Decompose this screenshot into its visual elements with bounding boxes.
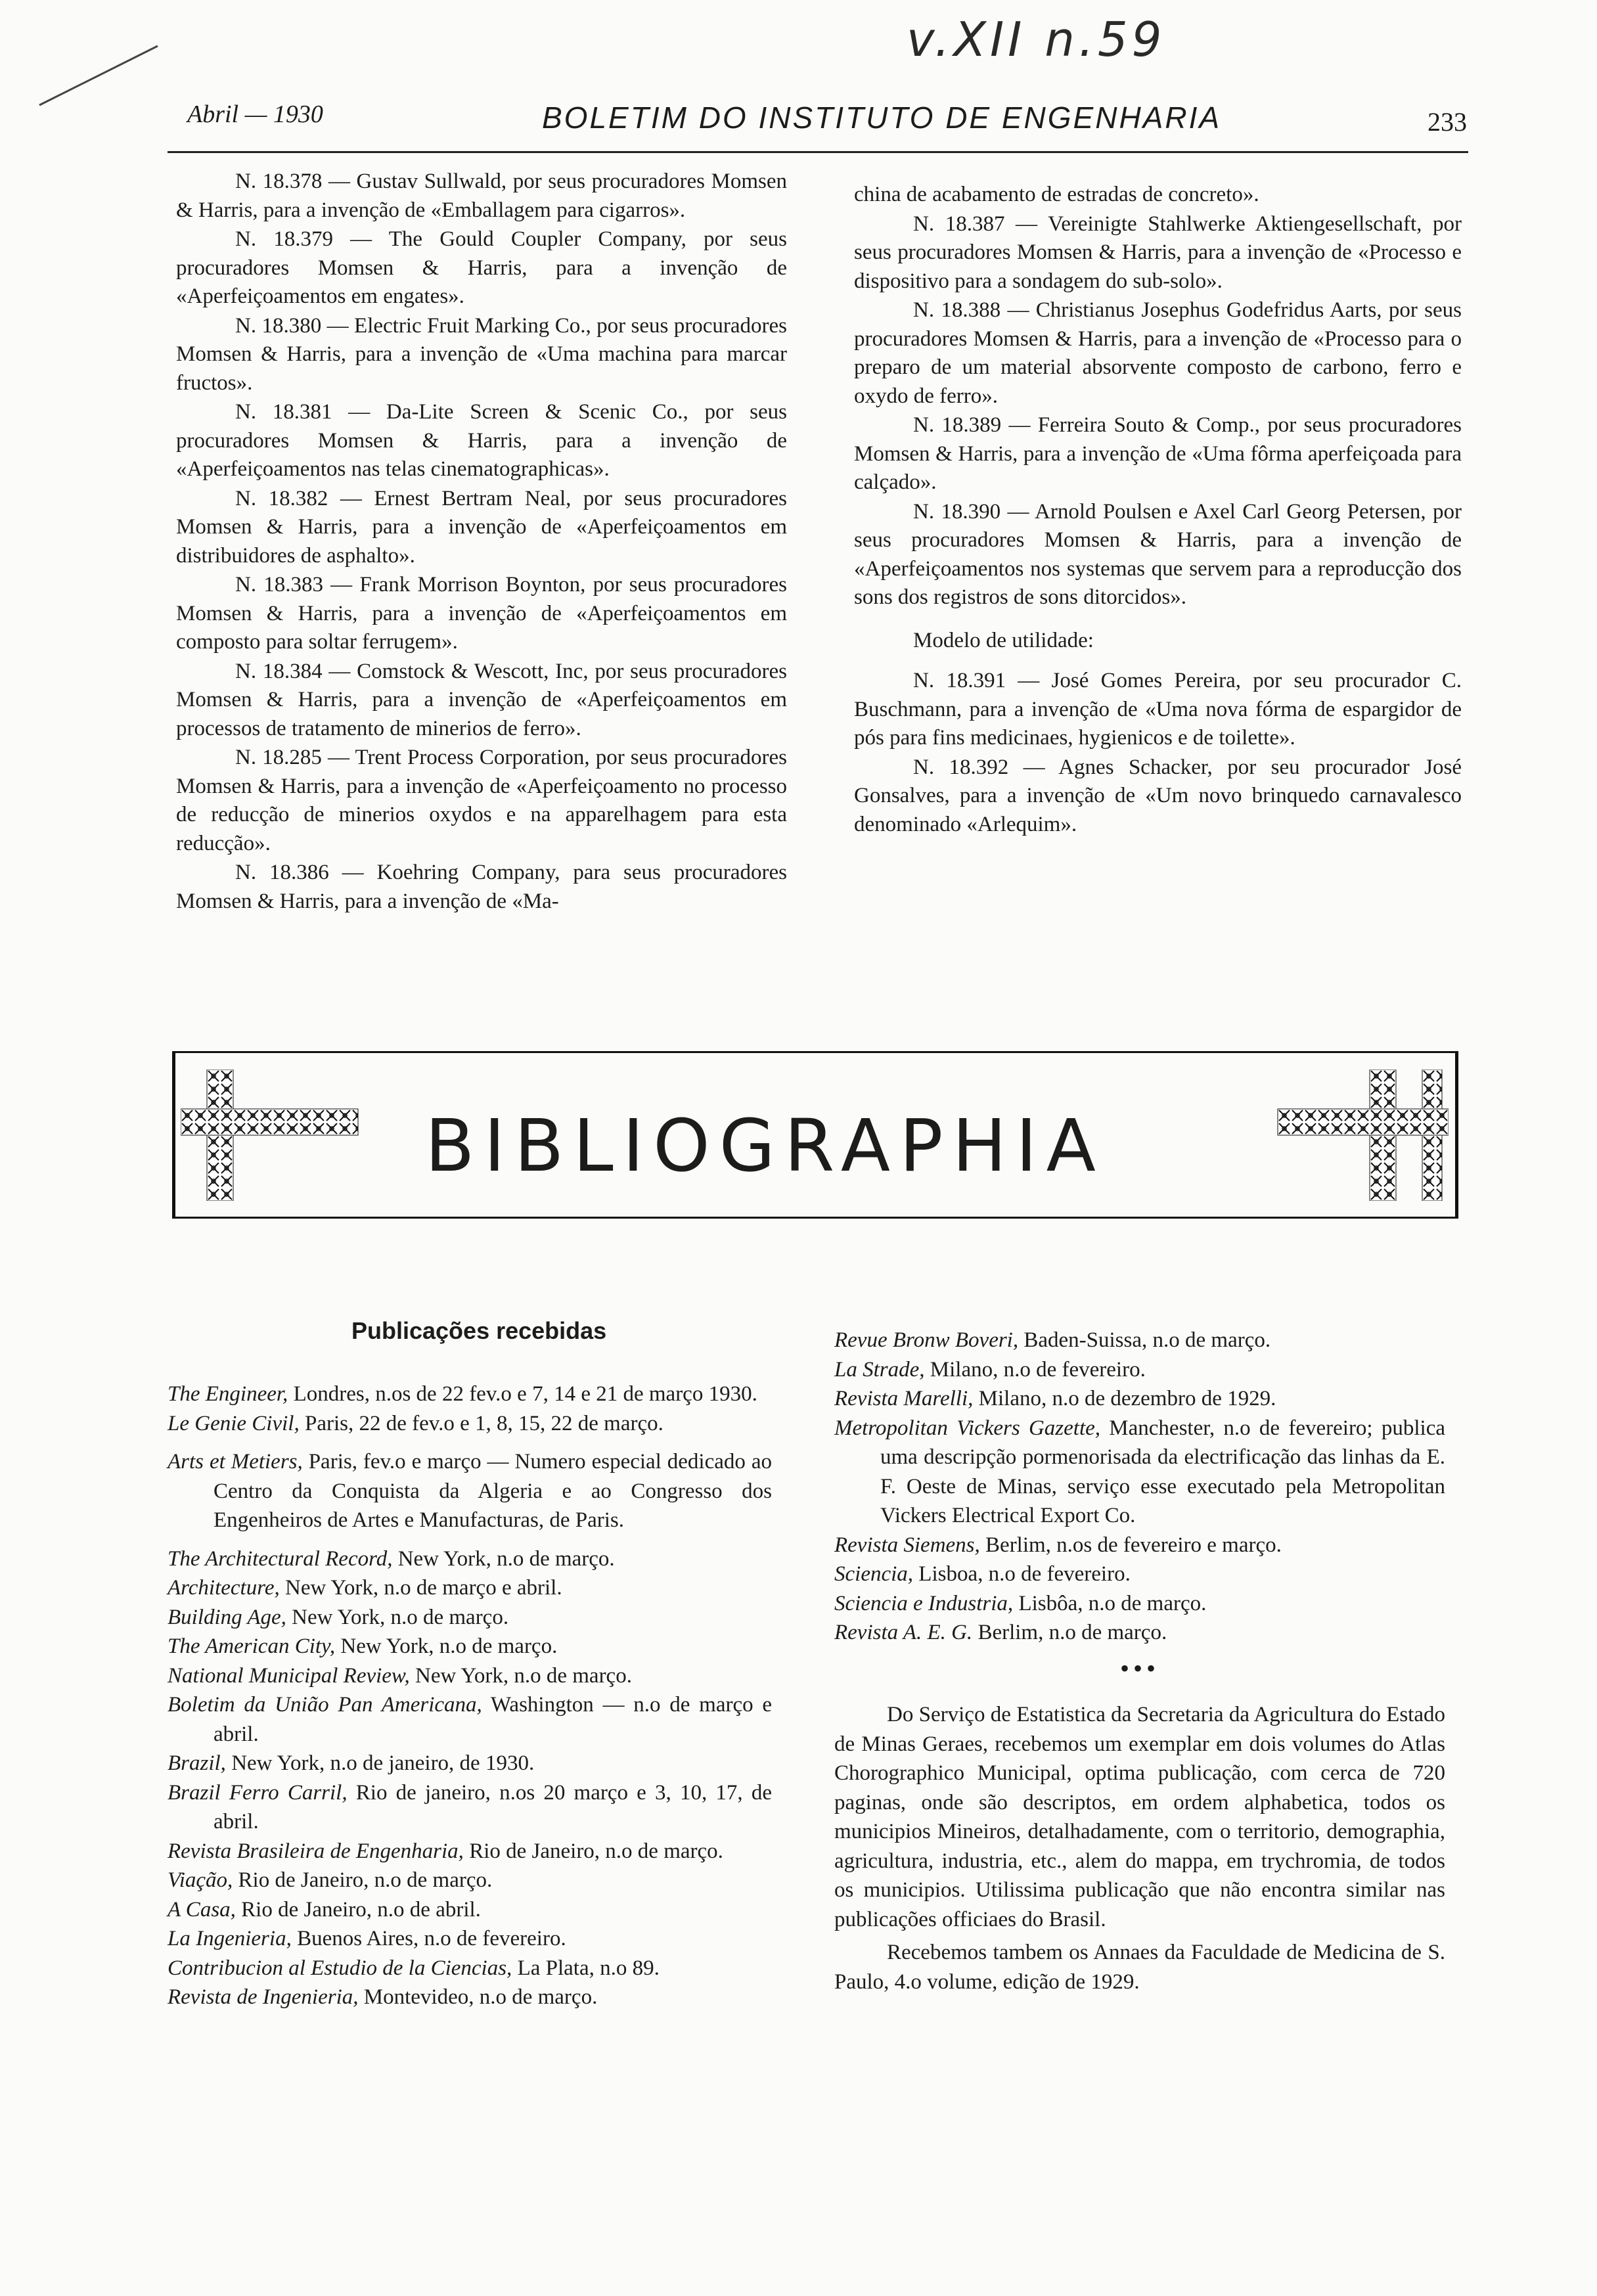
patent-entry: N. 18.390 — Arnold Poulsen e Axel Carl Georg Petersen, por seus procuradores Momsen & Harris, para a invenção de «Aperfeiçoamentos nos systemas que servem para a reproducção dos sons dos registros de sons ditorcidos». bbox=[854, 499, 1462, 609]
bib-entry: A Casa, Rio de Janeiro, n.o de abril. bbox=[168, 1897, 481, 1922]
bib-entry: Brazil, New York, n.o de janeiro, de 1930. bbox=[168, 1751, 535, 1775]
section-title: BIBLIOGRAPHIA bbox=[425, 1104, 1105, 1188]
bib-entry: Revista Marelli, Milano, n.o de dezembro de 1929. bbox=[834, 1387, 1276, 1410]
patent-entry: N. 18.382 — Ernest Bertram Neal, por seus procuradores Momsen & Harris, para a invenção de «Aperfeiçoamentos em distribuidores de asphalto». bbox=[176, 486, 787, 568]
bib-entry: National Municipal Review, New York, n.o de março. bbox=[168, 1663, 632, 1688]
patent-entry: N. 18.381 — Da-Lite Screen & Scenic Co., por seus procuradores Momsen & Harris, para a invenção de «Aperfeiçoamentos nas telas cinematographicas». bbox=[176, 400, 787, 481]
bib-entry: The Engineer, Londres, n.os de 22 fev.o e 7, 14 e 21 de março 1930. bbox=[168, 1382, 757, 1406]
bib-entry: The American City, New York, n.o de março. bbox=[168, 1634, 558, 1658]
bib-entry: Revista A. E. G. Berlim, n.o de março. bbox=[834, 1621, 1167, 1644]
patent-entry: N. 18.384 — Comstock & Wescott, Inc, por seus procuradores Momsen & Harris, para a invenção de «Aperfeiçoamentos em processos de tratamento de minerios de ferro». bbox=[176, 659, 787, 740]
patent-entry: N. 18.379 — The Gould Coupler Company, por seus procuradores Momsen & Harris, para a invenção de «Aperfeiçoamentos em engates». bbox=[176, 227, 787, 308]
modelo-entry: N. 18.392 — Agnes Schacker, por seu procurador José Gonsalves, para a invenção de «Um novo brinquedo carnavalesco denominado «Arlequim». bbox=[854, 755, 1462, 836]
cross-ornament-icon bbox=[1251, 1069, 1449, 1201]
header-date: Abril — 1930 bbox=[187, 101, 323, 128]
patent-entry-continued: china de acabamento de estradas de concreto». bbox=[854, 183, 1259, 206]
handwritten-annotation: v.XII n.59 bbox=[907, 12, 1166, 67]
patent-entry: N. 18.387 — Vereinigte Stahlwerke Aktiengesellschaft, por seus procuradores Momsen & Harris, para a invenção de «Processo e dispositivo para a sondagem do sub-solo». bbox=[854, 212, 1462, 293]
bib-entry: Revista de Ingenieria, Montevideo, n.o de março. bbox=[168, 1985, 598, 2009]
bib-entry: Arts et Metiers, Paris, fev.o e março — Numero especial dedicado ao Centro da Conquista da Algeria e ao Congresso dos Engenheiros de Artes e Manufacturas, de Paris. bbox=[168, 1450, 772, 1532]
patents-left-column bbox=[176, 168, 787, 916]
body-paragraph: Do Serviço de Estatistica da Secretaria da Agricultura do Estado de Minas Geraes, recebemos um exemplar em dois volumes do Atlas Chorographico Municipal, optima publicação, com cerca de 720 paginas, onde são descriptos, em ordem alphabetica, todos os municipios Mineiros, detalhadamente, com o territorio, demographia, agricultura, industria, etc., alem do mappa, em trychromia, de todos os municipios. Utilissima publicação que não encontra similar nas publicações officiaes do Brasil. bbox=[834, 1703, 1445, 1931]
pen-stroke-mark bbox=[33, 33, 164, 112]
page-number: 233 bbox=[1428, 107, 1467, 137]
bibliography-left-column bbox=[168, 1380, 772, 2012]
patent-entry: N. 18.383 — Frank Morrison Boynton, por seus procuradores Momsen & Harris, para a invenção de «Aperfeiçoamentos em composto para soltar ferrugem». bbox=[176, 573, 787, 654]
bib-entry: Boletim da União Pan Americana, Washington — n.o de março e abril. bbox=[168, 1693, 773, 1746]
body-paragraph: Recebemos tambem os Annaes da Faculdade de Medicina de S. Paulo, 4.o volume, edição de 1929. bbox=[834, 1941, 1445, 1994]
patent-entry: N. 18.378 — Gustav Sullwald, por seus procuradores Momsen & Harris, para a invenção de «Emballagem para cigarros». bbox=[176, 169, 787, 222]
bib-entry: Brazil Ferro Carril, Rio de janeiro, n.os 20 março e 3, 10, 17, de abril. bbox=[168, 1780, 772, 1834]
cross-ornament-icon bbox=[181, 1069, 378, 1201]
bib-entry: Sciencia, Lisboa, n.o de fevereiro. bbox=[834, 1562, 1131, 1586]
bib-entry: La Ingenieria, Buenos Aires, n.o de fevereiro. bbox=[168, 1927, 566, 1950]
bib-entry: Le Genie Civil, Paris, 22 de fev.o e 1, 8, 15, 22 de março. bbox=[168, 1411, 664, 1435]
bib-entry: Contribucion al Estudio de la Ciencias, La Plata, n.o 89. bbox=[168, 1956, 660, 1980]
bib-entry: Viação, Rio de Janeiro, n.o de março. bbox=[168, 1868, 493, 1892]
header-title: BOLETIM DO INSTITUTO DE ENGENHARIA bbox=[542, 101, 1222, 135]
section-separator: ••• bbox=[1119, 1653, 1159, 1683]
bib-entry: Revista Siemens, Berlim, n.os de fevereiro e março. bbox=[834, 1533, 1282, 1557]
patent-entry: N. 18.389 — Ferreira Souto & Comp., por seus procuradores Momsen & Harris, para a invenção de «Uma fôrma aperfeiçoada para calçado». bbox=[854, 413, 1462, 494]
patent-entry: N. 18.285 — Trent Process Corporation, por seus procuradores Momsen & Harris, para a invenção de «Aperfeiçoamento no processo de reducção de minerios oxydos e na apparelhagem para esta reducção». bbox=[176, 746, 787, 855]
bibliography-right-column bbox=[834, 1326, 1445, 2000]
bib-entry: Revue Bronw Boveri, Baden-Suissa, n.o de março. bbox=[834, 1328, 1271, 1352]
page-header bbox=[168, 99, 1468, 153]
received-heading: Publicações recebidas bbox=[351, 1317, 607, 1344]
bibliographia-banner bbox=[172, 1051, 1458, 1219]
patent-entry: N. 18.388 — Christianus Josephus Godefridus Aarts, por seus procuradores Momsen & Harris, para a invenção de «Processo para o preparo de um material absorvente composto de carbono, ferro e oxydo de ferro». bbox=[854, 298, 1462, 408]
bib-entry: Building Age, New York, n.o de março. bbox=[168, 1605, 509, 1629]
modelo-entry: N. 18.391 — José Gomes Pereira, por seu procurador C. Buschmann, para a invenção de «Uma nova fórma de espargidor de pós para fins medicinaes, hygienicos e de toilette». bbox=[854, 669, 1462, 750]
bib-entry: La Strade, Milano, n.o de fevereiro. bbox=[834, 1357, 1146, 1382]
bib-entry: Revista Brasileira de Engenharia, Rio de Janeiro, n.o de março. bbox=[168, 1839, 723, 1863]
patents-right-column bbox=[854, 181, 1462, 840]
bib-entry: Sciencia e Industria, Lisbôa, n.o de março. bbox=[834, 1591, 1207, 1615]
bib-entry: The Architectural Record, New York, n.o de março. bbox=[168, 1546, 615, 1571]
patent-entry: N. 18.386 — Koehring Company, para seus procuradores Momsen & Harris, para a invenção de «Ma- bbox=[176, 861, 787, 913]
patent-entry: N. 18.380 — Electric Fruit Marking Co., por seus procuradores Momsen & Harris, para a invenção de «Uma machina para marcar fructos». bbox=[176, 313, 787, 395]
modelo-utilidade-label: Modelo de utilidade: bbox=[913, 628, 1094, 652]
bib-entry: Metropolitan Vickers Gazette, Manchester, n.o de fevereiro; publica uma descripção pormenorisada da electrificação das linhas da E. F. Oeste de Minas, serviço esse executado pela Metropolitan Vickers Electrical Export Co. bbox=[834, 1416, 1445, 1527]
bib-entry: Architecture, New York, n.o de março e abril. bbox=[168, 1576, 562, 1600]
